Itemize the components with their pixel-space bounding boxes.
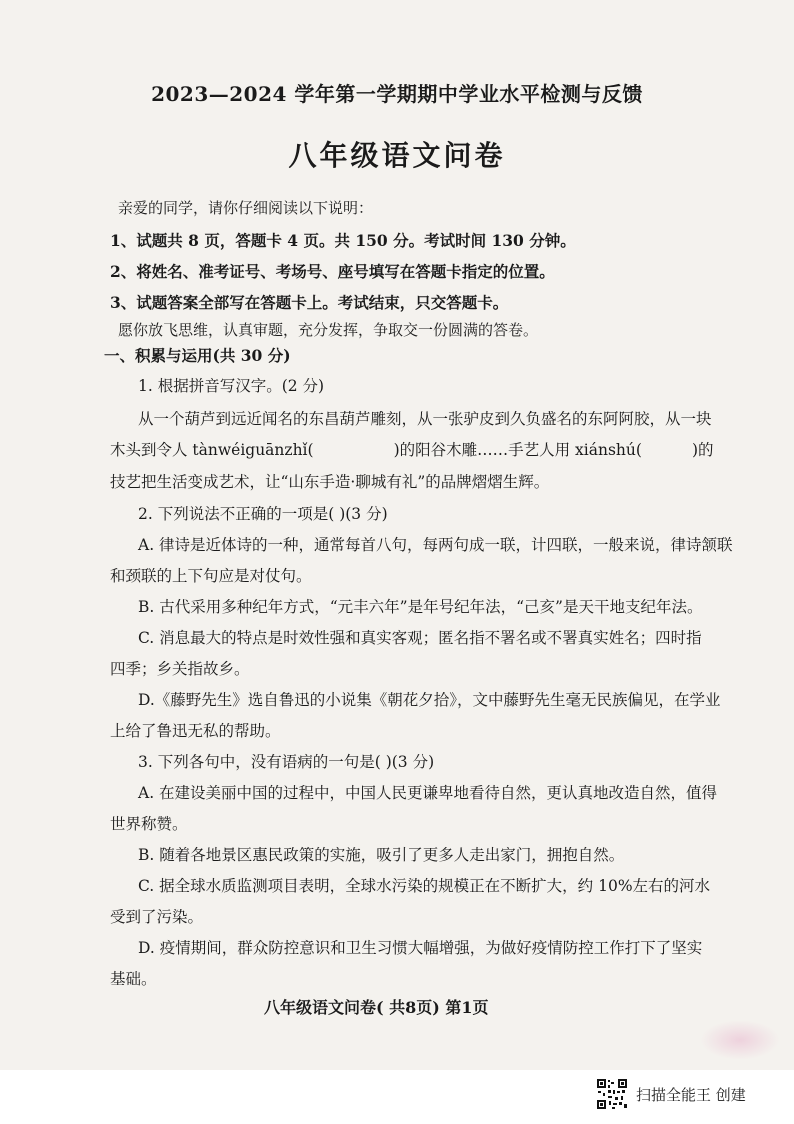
q2-option-b: B. 古代采用多种纪年方式，“元丰六年”是年号纪年法，“己亥”是天干地支纪年法。 [138, 598, 703, 616]
q3-option-d-line-1: D. 疫情期间，群众防控意识和卫生习惯大幅增强，为做好疫情防控工作打下了坚实 [138, 939, 703, 957]
instructions-greeting: 亲爱的同学，请你仔细阅读以下说明： [118, 199, 374, 217]
q1-text-a: 木头到令人 tànwéiguānzhǐ( [110, 441, 314, 459]
q1-passage-line-1: 从一个葫芦到远近闻名的东昌葫芦雕刻，从一张驴皮到久负盛名的东阿阿胶，从一块 [138, 410, 712, 428]
q2-option-d-line-1: D.《藤野先生》选自鲁迅的小说集《朝花夕拾》，文中藤野先生毫无民族偏见，在学业 [138, 691, 721, 709]
q2-option-c-line-2: 四季；乡关指故乡。 [110, 660, 250, 678]
q2-stem: 2. 下列说法不正确的一项是( )(3 分) [138, 505, 388, 523]
page-footer: 八年级语文问卷( 共8页) 第1页 [264, 998, 489, 1017]
instruction-item-1: 1、试题共 8 页，答题卡 4 页。共 150 分。考试时间 130 分钟。 [110, 231, 576, 250]
q3-option-a-line-2: 世界称赞。 [110, 815, 188, 833]
q1-stem: 1. 根据拼音写汉字。(2 分) [138, 377, 325, 395]
q3-stem: 3. 下列各句中，没有语病的一句是( )(3 分) [138, 753, 435, 771]
section-1-heading: 一、积累与运用(共 30 分) [104, 346, 291, 365]
qr-code-icon [596, 1078, 628, 1110]
watermark-text: 扫描全能王 创建 [636, 1085, 746, 1104]
q3-option-d-line-2: 基础。 [110, 970, 157, 988]
paper-stain [700, 1020, 780, 1060]
paper-title: 八年级语文问卷 [288, 139, 506, 172]
instruction-item-2: 2、将姓名、准考证号、考场号、座号填写在答题卡指定的位置。 [110, 262, 555, 281]
q2-option-a-line-1: A. 律诗是近体诗的一种，通常每首八句，每两句成一联，计四联，一般来说，律诗颔联 [138, 536, 733, 554]
instruction-item-3: 3、试题答案全部写在答题卡上。考试结束，只交答题卡。 [110, 293, 509, 312]
instructions-wish: 愿你放飞思维，认真审题，充分发挥，争取交一份圆满的答卷。 [118, 321, 539, 339]
scanner-watermark [596, 1078, 746, 1110]
q3-option-b: B. 随着各地景区惠民政策的实施，吸引了更多人走出家门，拥抱自然。 [138, 846, 625, 864]
exam-title: 2023—2024 学年第一学期期中学业水平检测与反馈 [151, 82, 643, 106]
q1-passage-line-3: 技艺把生活变成艺术，让“山东手造·聊城有礼”的品牌熠熠生辉。 [110, 473, 550, 491]
q3-option-a-line-1: A. 在建设美丽中国的过程中，中国人民更谦卑地看待自然，更认真地改造自然，值得 [138, 784, 718, 802]
q2-option-c-line-1: C. 消息最大的特点是时效性强和真实客观；匿名指不署名或不署真实姓名；四时指 [138, 629, 702, 647]
q3-option-c-line-1: C. 据全球水质监测项目表明，全球水污染的规模正在不断扩大，约 10%左右的河水 [138, 877, 711, 895]
q2-option-a-line-2: 和颈联的上下句应是对仗句。 [110, 567, 312, 585]
q1-text-b: )的阳谷木雕……手艺人用 xiánshú( [393, 441, 642, 459]
q2-option-d-line-2: 上给了鲁迅无私的帮助。 [110, 722, 281, 740]
q3-option-c-line-2: 受到了污染。 [110, 908, 204, 926]
q1-text-c: )的 [691, 441, 714, 459]
q1-passage-line-2 [110, 440, 714, 460]
